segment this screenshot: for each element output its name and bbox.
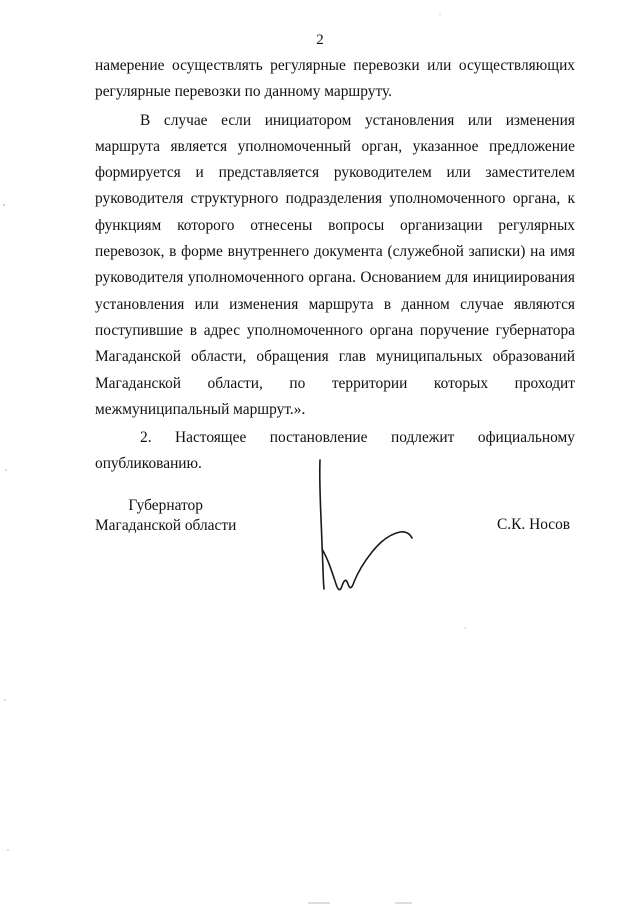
paragraph-continuation: намерение осуществлять регулярные перевозки или осуществляющих регулярные перевозки по данному маршруту. (95, 57, 575, 101)
signature-block (0, 496, 640, 606)
signatory-title (95, 496, 236, 536)
handwritten-signature (310, 454, 420, 604)
paragraph-initiator-procedure: В случае если инициатором установления или изменения маршрута является уполномоченный орган, указанное предложение формируется и представляется руководителем или заместителем руководителя структурного подразделения уполномоченного органа, к функциям которого отнесены вопросы организации регулярных перевозок, в форме внутреннего документа (служебной записки) на имя руководителя уполномоченного органа. Основанием для инициирования установления или изменения маршрута в данном случае являются поступившие в адрес уполномоченного органа поручение губернатора Магаданской области, обращения глав муниципальных образований Магаданской области, по территории которых проходит межмуниципальный маршрут.». (95, 111, 575, 418)
paragraph-publication: 2. Настоящее постановление подлежит официальному опубликованию. (95, 429, 575, 473)
signatory-name: С.К. Носов (497, 516, 571, 533)
signatory-title-line-2: Магаданской области (95, 517, 237, 534)
page-number: 2 (316, 32, 324, 48)
body-text (95, 53, 575, 478)
signatory-title-line-1: Губернатор (128, 497, 203, 514)
